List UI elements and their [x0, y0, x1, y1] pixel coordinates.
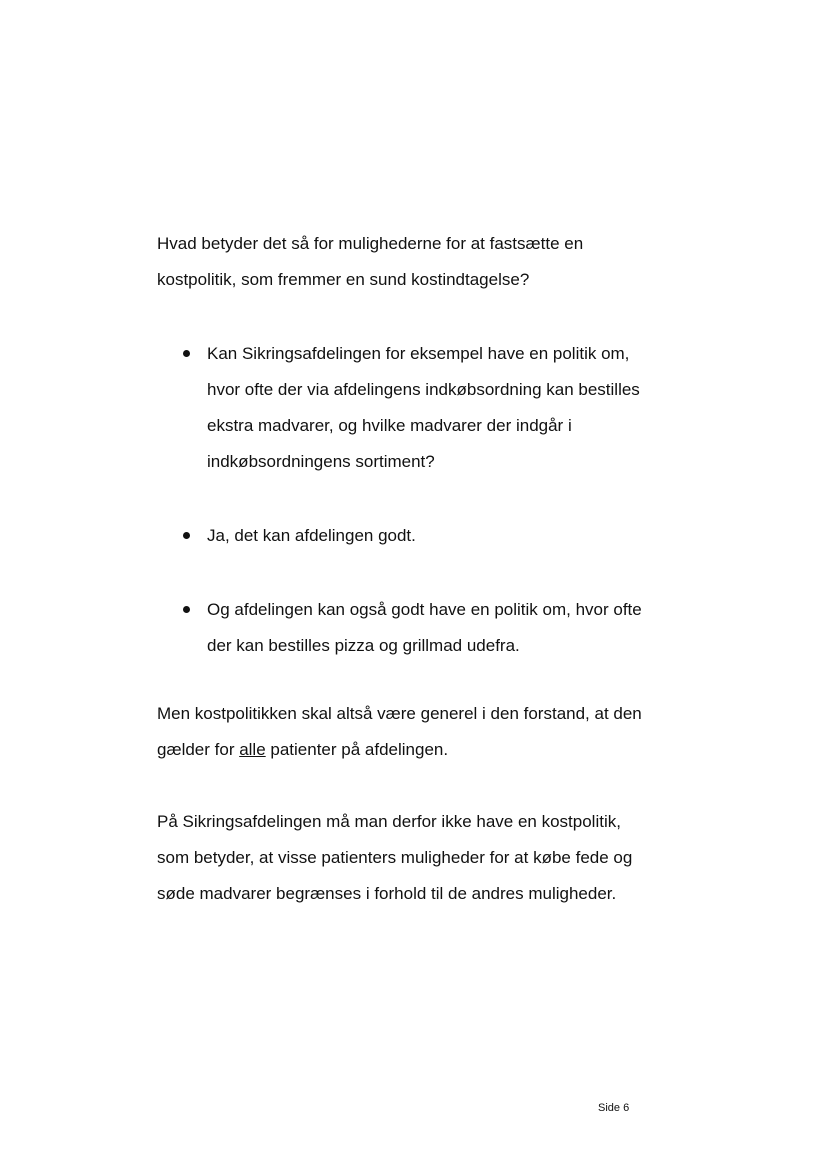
bullet-icon: [183, 606, 190, 613]
paragraph-question: [157, 226, 697, 298]
paragraph-line: Hvad betyder det så for mulighederne for at fastsætte en: [157, 234, 584, 253]
bullet-item: [180, 592, 680, 664]
bullet-line: Ja, det kan afdelingen godt.: [207, 526, 416, 545]
bullet-line: indkøbsordningens sortiment?: [207, 452, 435, 471]
bullet-icon: [183, 532, 190, 539]
paragraph-line: som betyder, at visse patienters muligheder for at købe fede og: [157, 848, 633, 867]
paragraph-text: gælder for: [157, 740, 240, 759]
paragraph-line: Men kostpolitikken skal altså være generel i den forstand, at den: [157, 704, 642, 723]
underlined-word: alle: [239, 740, 266, 759]
bullet-item: [180, 518, 680, 554]
paragraph-line: kostpolitik, som fremmer en sund kostindtagelse?: [157, 270, 530, 289]
bullet-line: Kan Sikringsafdelingen for eksempel have en politik om,: [207, 344, 630, 363]
bullet-line: hvor ofte der via afdelingens indkøbsordning kan bestilles: [207, 380, 640, 399]
paragraph-line: På Sikringsafdelingen må man derfor ikke have en kostpolitik,: [157, 812, 621, 831]
paragraph-general-policy: [157, 696, 697, 768]
bullet-item: [180, 336, 680, 480]
bullet-line: ekstra madvarer, og hvilke madvarer der indgår i: [207, 416, 572, 435]
paragraph-line: søde madvarer begrænses i forhold til de andres muligheder.: [157, 884, 617, 903]
page-number: Side 6: [598, 1102, 630, 1114]
bullet-list: [180, 336, 680, 664]
bullet-line: Og afdelingen kan også godt have en politik om, hvor ofte: [207, 600, 642, 619]
bullet-line: der kan bestilles pizza og grillmad udefra.: [207, 636, 520, 655]
paragraph-conclusion: [157, 804, 697, 912]
paragraph-text: patienter på afdelingen.: [265, 740, 449, 759]
bullet-icon: [183, 350, 190, 357]
